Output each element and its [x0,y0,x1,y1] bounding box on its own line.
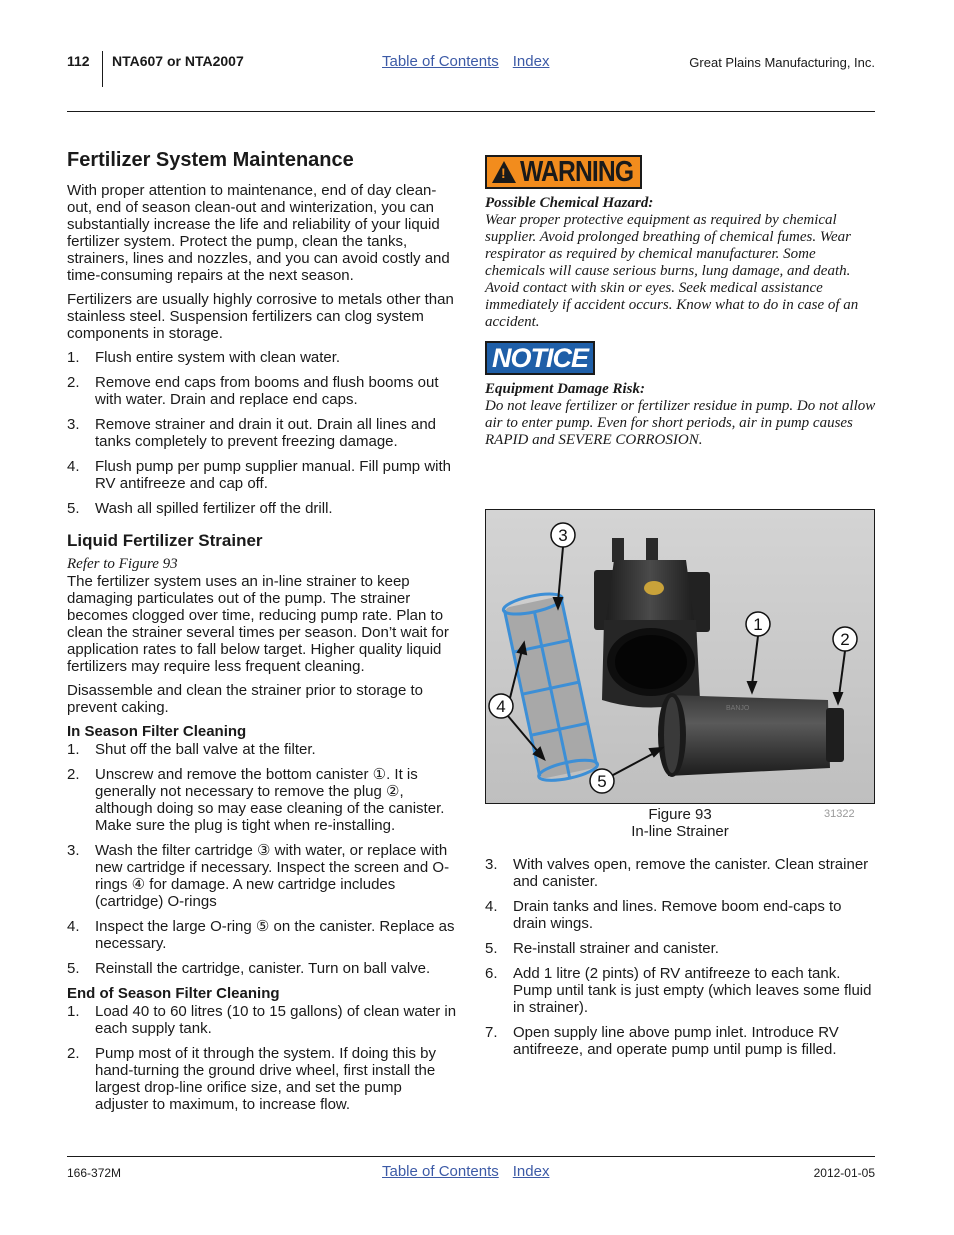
step-number: 1. [67,1003,80,1020]
step-text: Open supply line above pump inlet. Introduce RV antifreeze, and operate pump until pump is filled. [513,1024,839,1058]
callout-label: 4 [496,697,506,716]
footer-nav [382,1163,563,1180]
step-text: Wash all spilled fertilizer off the drill. [95,500,333,517]
list-item [485,1024,876,1058]
step-number: 3. [67,416,80,433]
footer-rule [67,1156,875,1157]
list-item [485,898,876,932]
figure-number: Figure 93 [648,806,712,823]
strainer-photo [486,510,875,804]
header-index-link[interactable]: Index [512,53,550,70]
figure-reference: Refer to Figure 93 [67,556,178,572]
strainer-heading: Liquid Fertilizer Strainer [67,531,263,550]
callout-label: 2 [840,630,850,649]
step-number: 5. [67,960,80,977]
step-text: Wash the filter cartridge ③ with water, or replace with new cartridge if necessary. Inspect the screen and O-rings ④ for damage. A new cartridge includes (cartridge) O-rings [95,842,450,910]
step-number: 4. [485,898,498,915]
step-text: Remove strainer and drain it out. Drain all lines and tanks completely to prevent freezing damage. [95,416,437,450]
step-number: 2. [67,1045,80,1062]
bottom-canister [658,693,844,777]
notice-title: Equipment Damage Risk: [485,381,646,397]
step-number: 4. [67,918,80,935]
warning-triangle-icon: ! [492,161,516,183]
document-date: 2012-01-05 [813,1166,875,1180]
warning-text: Wear proper protective equipment as required by chemical supplier. Avoid prolonged breathing of chemical fumes. Wear respirator as required by chemical manufacturer. Some chemicals will cause serious burns, lung damage, and death. Avoid contact with skin or eyes. Seek medical assistance immediately if accident occurs. Know what to do in case of an accident. [485,212,859,330]
header-toc-link[interactable]: Table of Contents [382,53,499,70]
figure-code: 31322 [824,808,855,820]
figure-caption [485,806,875,840]
end-season-heading: End of Season Filter Cleaning [67,985,280,1002]
step-text: Drain tanks and lines. Remove boom end-caps to drain wings. [513,898,842,932]
list-item [67,1045,459,1113]
strainer-paragraph-2: Disassemble and clean the strainer prior to storage to prevent caking. [67,682,424,716]
notice-text: Do not leave fertilizer or fertilizer residue in pump. Do not allow air to enter pump. Even for short periods, air in pump causes RAPID and SEVERE CORROSION. [485,398,876,448]
svg-text:BANJO: BANJO [726,705,750,712]
model-name: NTA607 or NTA2007 [112,53,244,69]
step-number: 6. [485,965,498,982]
in-season-steps [67,741,459,977]
step-text: Flush entire system with clean water. [95,349,341,366]
list-item [485,856,876,890]
footer-toc-link[interactable]: Table of Contents [382,1163,499,1180]
header-rule [67,111,875,112]
page-number: 112 [67,53,90,69]
company-name: Great Plains Manufacturing, Inc. [689,55,875,70]
step-number: 5. [67,500,80,517]
list-item [485,965,876,1016]
list-item [67,960,459,977]
step-number: 5. [485,940,498,957]
left-column [67,148,459,1121]
list-item [67,416,459,450]
notice-label: NOTICE [491,342,588,373]
list-item [485,940,876,957]
end-season-steps [67,1003,459,1113]
step-number: 2. [67,766,80,783]
list-item [67,374,459,408]
step-text: Pump most of it through the system. If doing this by hand-turning the ground drive wheel, first install the largest drop-line orifice size, and set the pump adjuster to maximum, to increase flow. [95,1045,436,1113]
step-text: With valves open, remove the canister. Clean strainer and canister. [513,856,869,890]
list-item [67,458,459,492]
step-text: Unscrew and remove the bottom canister ①. It is generally not necessary to remove the plug ②, although doing so may ease cleaning of the canister. Make sure the plug is tight when re-installing. [95,766,445,834]
step-text: Flush pump per pump supplier manual. Fill pump with RV antifreeze and cap off. [95,458,451,492]
document-number: 166-372M [67,1166,122,1180]
step-text: Load 40 to 60 litres (10 to 15 gallons) of clean water in each supply tank. [95,1003,457,1037]
warning-title: Possible Chemical Hazard: [485,195,654,211]
step-text: Shut off the ball valve at the filter. [95,741,316,758]
step-number: 1. [67,349,80,366]
header-divider [102,51,103,87]
list-item [67,766,459,834]
notice-sign [485,341,595,375]
list-item [67,500,459,517]
list-item [67,349,459,366]
in-season-heading: In Season Filter Cleaning [67,723,247,740]
warning-sign [485,155,642,189]
strainer-figure [485,509,875,804]
callout-label: 5 [597,772,607,791]
callout-label: 3 [558,526,568,545]
step-text: Re-install strainer and canister. [513,940,719,957]
step-text: Inspect the large O-ring ⑤ on the canister. Replace as necessary. [95,918,455,952]
step-number: 3. [67,842,80,859]
list-item [67,741,459,758]
maintenance-steps [67,349,459,517]
right-column-lower [485,856,876,1066]
header-nav [382,53,563,70]
list-item [67,918,459,952]
figure-title: In-line Strainer [631,823,729,840]
step-number: 3. [485,856,498,873]
end-season-steps-continued [485,856,876,1058]
footer-index-link[interactable]: Index [512,1163,550,1180]
callout-label: 1 [753,615,763,634]
section-title: Fertilizer System Maintenance [67,149,354,171]
list-item [67,1003,459,1037]
step-text: Add 1 litre (2 pints) of RV antifreeze to each tank. Pump until tank is just empty (which leaves some fluid in strainer). [513,965,872,1016]
step-number: 1. [67,741,80,758]
step-number: 7. [485,1024,498,1041]
step-text: Reinstall the cartridge, canister. Turn on ball valve. [95,960,431,977]
step-text: Remove end caps from booms and flush booms out with water. Drain and replace end caps. [95,374,439,408]
warning-label: WARNING [520,155,634,188]
strainer-paragraph-1: The fertilizer system uses an in-line strainer to keep damaging particulates out of the pump. The strainer becomes clogged over time, reducing pump rate. Plan to clean the strainer several times per season. Don’t wait for application rates to fall below target. Higher quality liquid fertilizers may require less frequent cleaning. [67,573,449,675]
step-number: 2. [67,374,80,391]
intro-paragraph-2: Fertilizers are usually highly corrosive to metals other than stainless steel. Suspension fertilizers can clog system components in storage. [67,291,454,342]
list-item [67,842,459,910]
right-column [485,155,876,449]
step-number: 4. [67,458,80,475]
intro-paragraph-1: With proper attention to maintenance, end of day clean-out, end of season clean-out and winterization, you can substantially increase the life and reliability of your liquid fertilizer system. Protect the pump, clean the tanks, strainers, lines and nozzles, and you can avoid costly and time-consuming repairs at the next season. [67,182,450,284]
